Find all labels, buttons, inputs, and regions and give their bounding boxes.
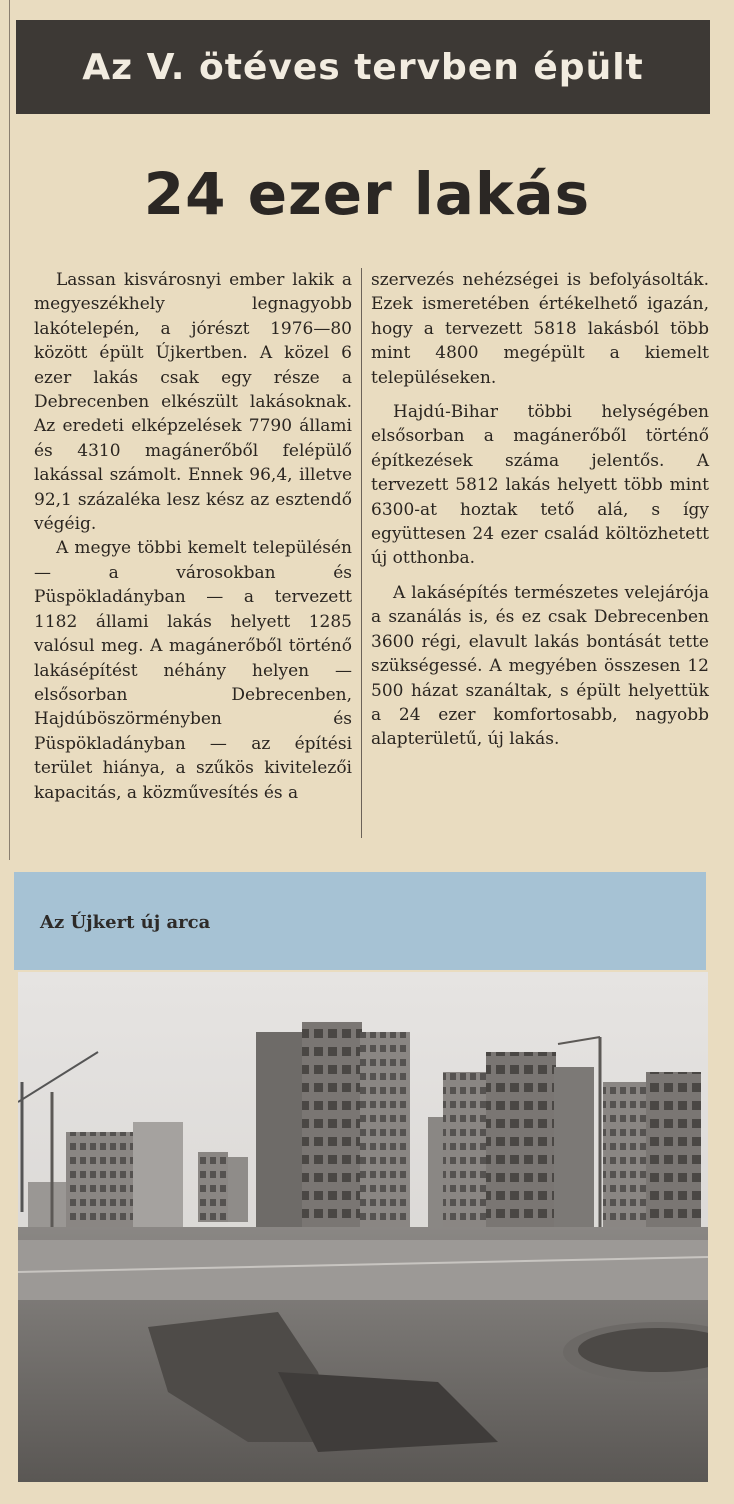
paragraph: Hajdú-Bihar többi helységében elsősorban a magánerőből történő építkezések száma jelentős. A tervezett 5812 lakás helyett több mint 6300-at hoztak tető alá, s így együttesen 24 ezer család költözhetett új otthonba. bbox=[371, 402, 709, 569]
housing-estate-photo bbox=[18, 972, 708, 1482]
page-margin-line bbox=[9, 0, 10, 860]
paragraph: A megye többi kemelt településén — a városokban és Püspökladányban — a tervezett 1182 állami lakás helyett 1285 valósul meg. A magánerőből történő lakásépítést néhány helyen — elsősorban Debrecenben, Hajdúböszörményben és Püspökladányban — az építési terület hiánya, a szűkös kivitelezői kapacitás, a közművesítés és a bbox=[34, 538, 352, 803]
paragraph: szervezés nehézségei is befolyásolták. Ezek ismeretében értékelhető igazán, hogy a tervezett 5818 lakásból több mint 4800 megépült a kiemelt településeken. bbox=[371, 270, 709, 388]
photo-caption: Az Újkert új arca bbox=[40, 912, 211, 933]
paragraph: A lakásépítés természetes velejárója a szanálás is, és ez csak Debrecenben 3600 régi, elavult lakás bontását tette szükségessé. A megyében összesen 12 500 házat szanáltak, s épült helyettük a 24 ezer komfortosabb, nagyobb alapterületű, új lakás. bbox=[371, 582, 709, 750]
kicker-banner bbox=[16, 20, 710, 114]
kicker-text: Az V. ötéves tervben épült bbox=[82, 46, 644, 88]
photo-caption-bar bbox=[14, 872, 706, 970]
article-column-left bbox=[34, 268, 352, 805]
column-divider bbox=[361, 268, 362, 838]
paragraph: Lassan kisvárosnyi ember lakik a megyeszékhely legnagyobb lakótelepén, a jórészt 1976—80 között épült Újkertben. A közel 6 ezer lakás csak egy része a Debrecenben elkészült lakásoknak. Az eredeti elképzelések 7790 állami és 4310 magánerőből felépülő lakással számolt. Ennek 96,4, illetve 92,1 százaléka lesz kész az esztendő végéig. bbox=[34, 270, 352, 535]
article-column-right bbox=[371, 268, 709, 752]
headline: 24 ezer lakás bbox=[143, 160, 591, 228]
